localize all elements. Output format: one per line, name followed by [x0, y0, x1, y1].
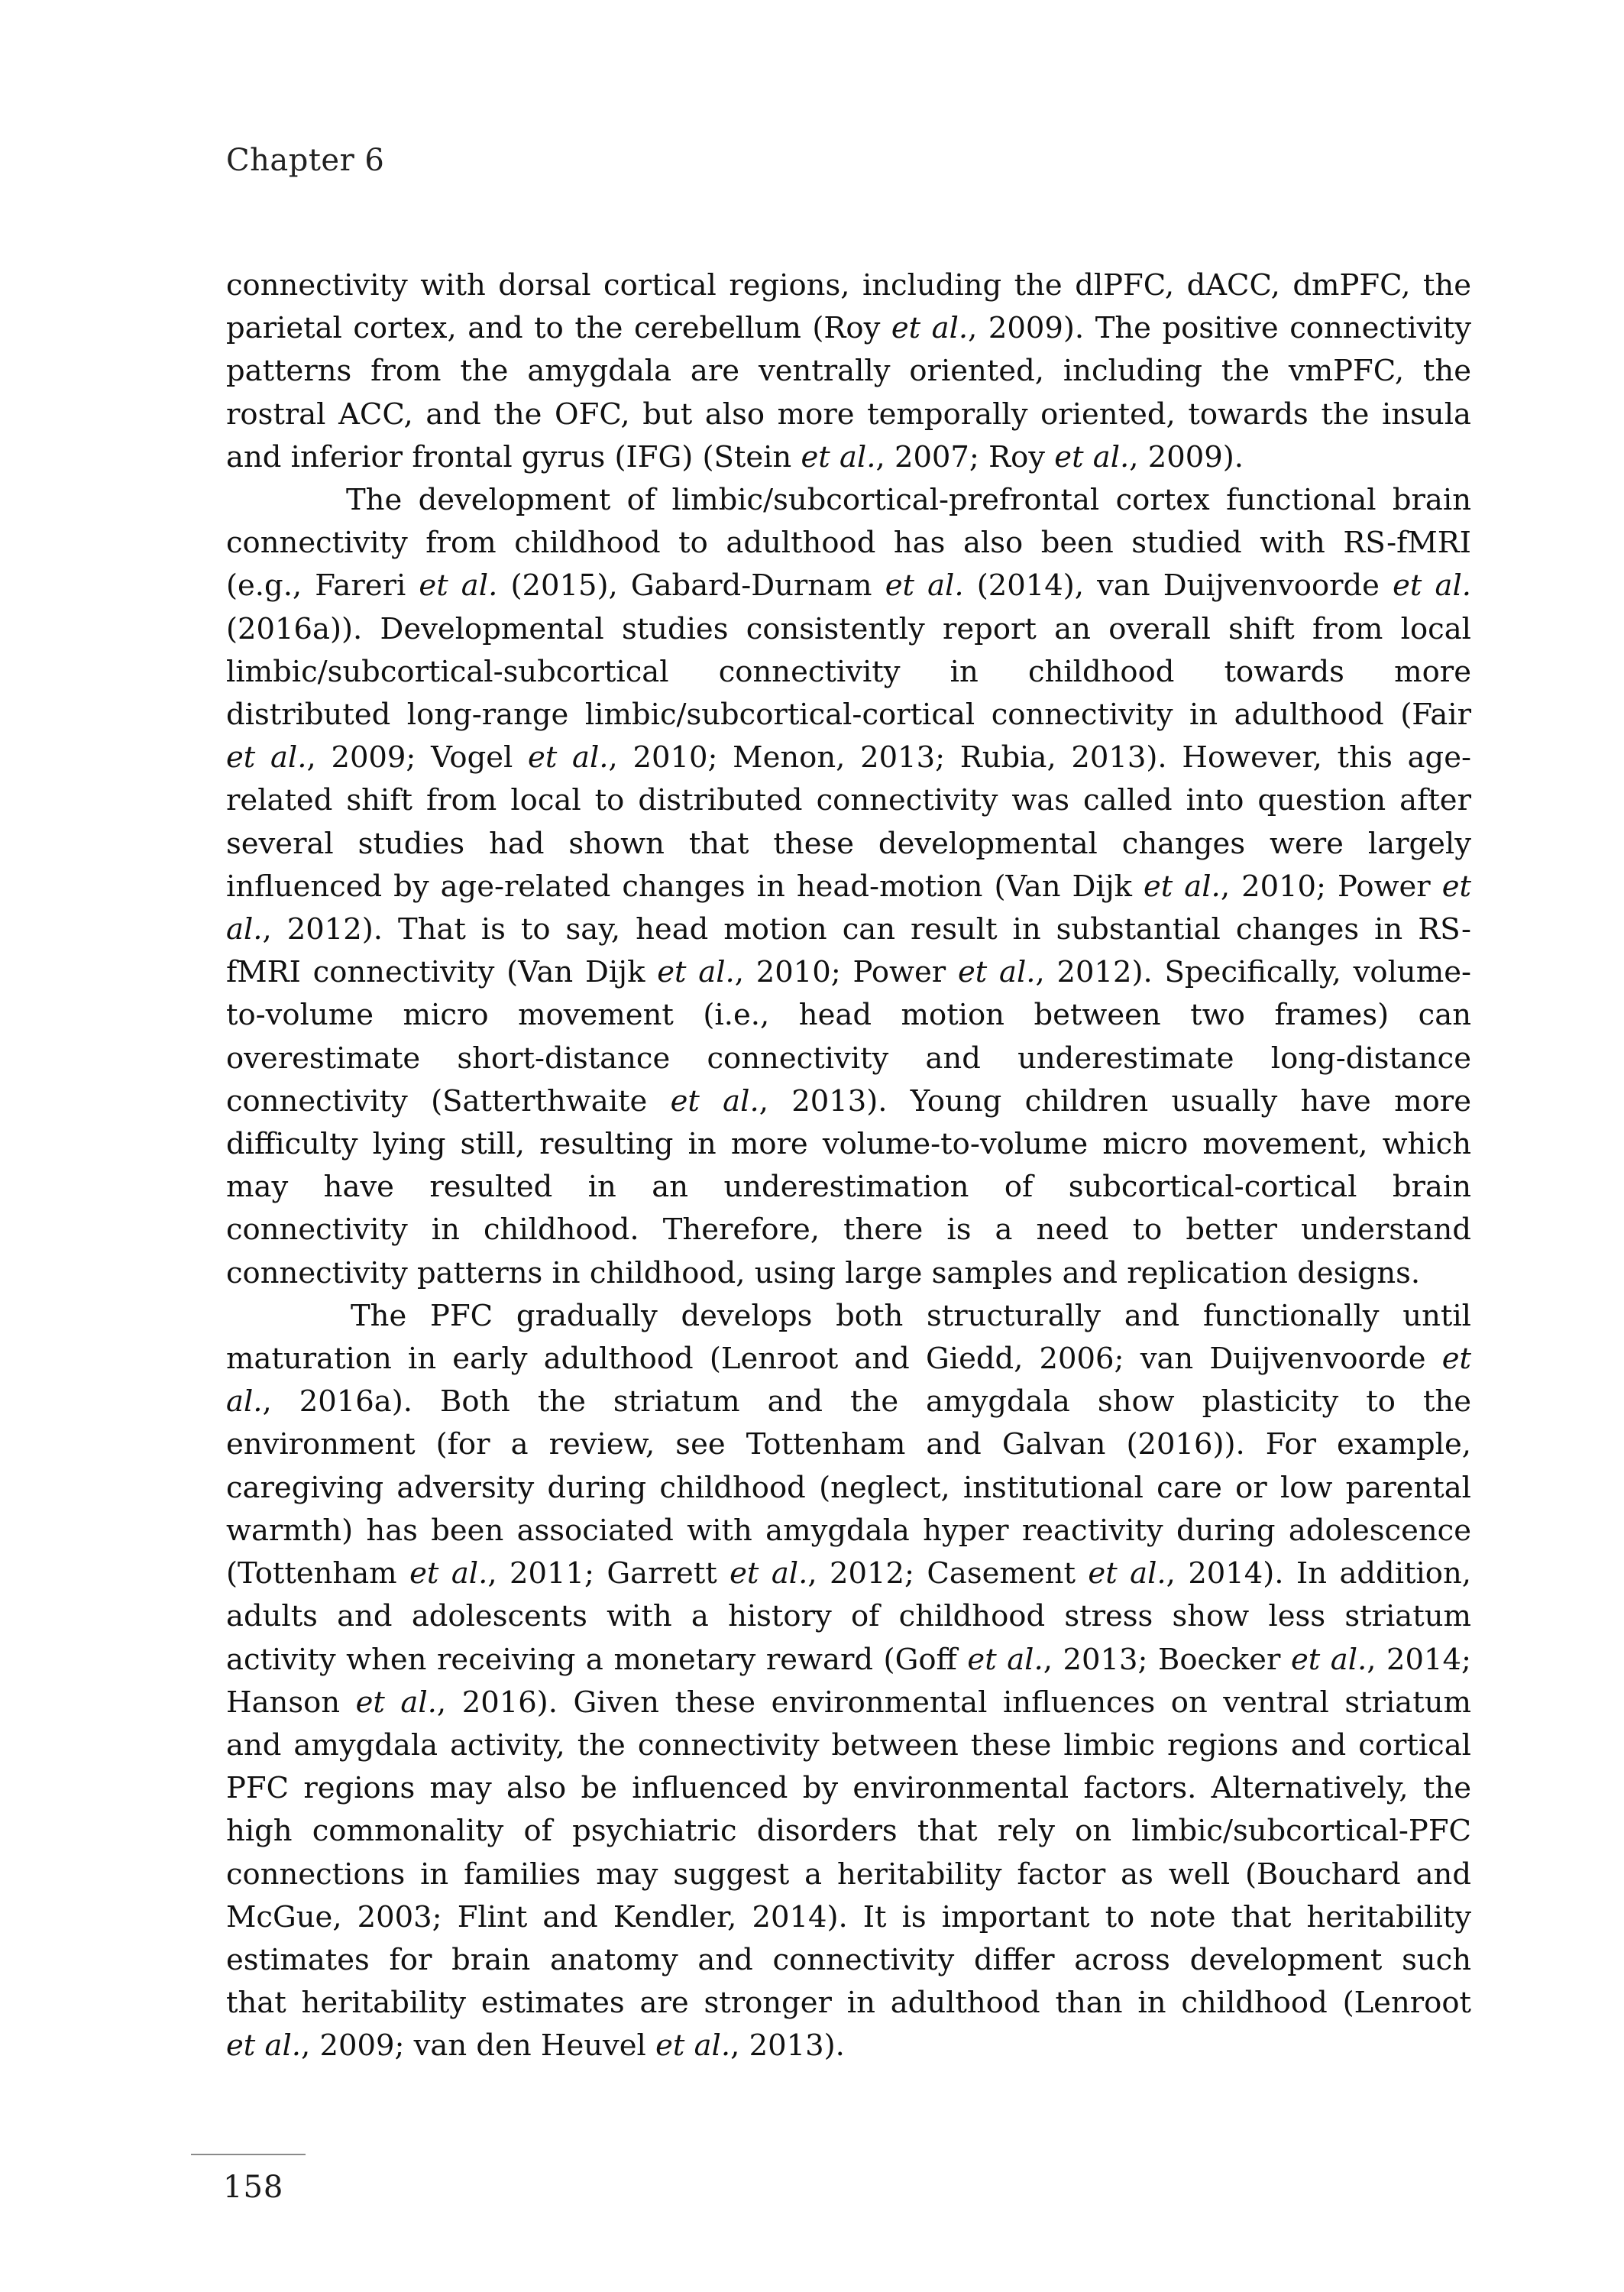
text-line: [226, 1724, 1471, 1767]
text-run: to-volume micro movement (i.e., head motion between two frames) can: [226, 998, 1471, 1033]
text-line: [226, 1038, 1471, 1080]
text-line: [226, 694, 1471, 736]
citation-et-al: et al.: [967, 1642, 1043, 1677]
paragraph: [226, 1295, 1471, 2068]
body-text: [226, 264, 1471, 2068]
citation-et-al: al.: [226, 1384, 263, 1420]
text-line: [226, 1381, 1471, 1423]
text-run: connectivity in childhood. Therefore, there is a need to better understand: [226, 1212, 1471, 1248]
text-run: connectivity with dorsal cortical regions, including the dlPFC, dACC, dmPFC, the: [226, 268, 1471, 303]
text-line: [226, 522, 1471, 565]
text-run: connections in families may suggest a heritability factor as well (Bouchard and: [226, 1857, 1471, 1892]
citation-et-al: et al.: [528, 740, 609, 775]
text-line: [226, 651, 1471, 694]
text-run: , 2009; Vogel: [306, 740, 529, 775]
text-run: connectivity from childhood to adulthood has also been studied with RS-fMRI: [226, 526, 1471, 561]
text-run: The development of limbic/subcortical-prefrontal cortex functional brain: [346, 483, 1471, 518]
text-line: [226, 823, 1471, 866]
text-line: [226, 1467, 1471, 1510]
text-run: influenced by age-related changes in head-motion (Van Dijk: [226, 869, 1144, 904]
text-line: [226, 307, 1471, 350]
text-line: [226, 866, 1471, 908]
text-line: [226, 1639, 1471, 1682]
text-line: [226, 1423, 1471, 1466]
citation-et-al: et al.: [1088, 1556, 1166, 1591]
text-run: , 2013; Boecker: [1043, 1642, 1291, 1677]
text-run: The PFC gradually develops both structurally and functionally until: [351, 1298, 1471, 1333]
text-run: (Tottenham: [226, 1556, 410, 1591]
text-line: [226, 1853, 1471, 1896]
text-run: , 2012). That is to say, head motion can result in substantial changes in RS-: [262, 912, 1471, 947]
text-run: (2016a)). Developmental studies consistently report an overall shift from local: [226, 611, 1471, 646]
text-line: [226, 1595, 1471, 1638]
text-line: [226, 1552, 1471, 1595]
citation-et-al: et al.: [1144, 869, 1221, 904]
citation-et-al: et al.: [409, 1556, 488, 1591]
text-run: , 2013). Young children usually have more: [759, 1083, 1471, 1118]
text-run: , 2009; van den Heuvel: [301, 2028, 656, 2064]
text-run: , 2010; Power: [734, 955, 958, 990]
text-run: parietal cortex, and to the cerebellum (Roy: [226, 311, 891, 346]
running-head: Chapter 6: [226, 143, 385, 178]
text-run: , 2012). Specifically, volume-: [1035, 955, 1472, 990]
text-line: [226, 1166, 1471, 1209]
text-line: [226, 1810, 1471, 1853]
text-run: , 2012; Casement: [807, 1556, 1089, 1591]
citation-et-al: et al.: [670, 1083, 759, 1118]
text-line: [226, 393, 1471, 436]
text-line: [226, 908, 1471, 951]
text-run: McGue, 2003; Flint and Kendler, 2014). It is important to note that heritability: [226, 1899, 1471, 1934]
text-line: [226, 736, 1471, 779]
text-run: high commonality of psychiatric disorders that rely on limbic/subcortical-PFC: [226, 1814, 1471, 1849]
text-run: estimates for brain anatomy and connectivity differ across development such: [226, 1942, 1471, 1977]
text-line: [226, 2025, 1471, 2067]
text-line: [226, 1982, 1471, 2025]
text-line: [226, 350, 1471, 393]
text-line: [226, 994, 1471, 1037]
text-run: patterns from the amygdala are ventrally oriented, including the vmPFC, the: [226, 354, 1471, 389]
text-run: , 2011; Garrett: [487, 1556, 730, 1591]
citation-et-al: et al.: [891, 311, 969, 346]
citation-et-al: et al.: [355, 1685, 437, 1720]
text-run: limbic/subcortical-subcortical connectivity in childhood towards more: [226, 654, 1471, 689]
text-line: [226, 1252, 1471, 1295]
citation-et-al: et al.: [1393, 568, 1471, 604]
text-line: [226, 1209, 1471, 1251]
text-run: that heritability estimates are stronger in adulthood than in childhood (Lenroot: [226, 1986, 1471, 2021]
text-run: , 2014). In addition,: [1166, 1556, 1472, 1591]
text-run: (2015), Gabard-Durnam: [497, 568, 885, 604]
paragraph: [226, 264, 1471, 479]
citation-et-al: et al.: [419, 568, 498, 604]
page-number: 158: [223, 2170, 284, 2205]
text-run: fMRI connectivity (Van Dijk: [226, 955, 658, 990]
citation-et-al: et: [1441, 869, 1472, 904]
paragraph: [226, 479, 1471, 1295]
text-run: warmth) has been associated with amygdala hyper reactivity during adolescence: [226, 1513, 1471, 1548]
text-run: distributed long-range limbic/subcortical-cortical connectivity in adulthood (Fair: [226, 698, 1471, 733]
text-run: maturation in early adulthood (Lenroot and Giedd, 2006; van Duijvenvoorde: [226, 1342, 1442, 1377]
citation-et-al: et: [1441, 1342, 1471, 1377]
text-run: , 2009). The positive connectivity: [968, 311, 1471, 346]
text-run: and amygdala activity, the connectivity between these limbic regions and cortical: [226, 1727, 1471, 1763]
text-line: [226, 479, 1471, 522]
text-run: , 2010; Menon, 2013; Rubia, 2013). However, this age-: [608, 740, 1471, 775]
text-line: [226, 951, 1471, 994]
text-line: [226, 1939, 1471, 1982]
text-run: (e.g., Fareri: [226, 568, 419, 604]
citation-et-al: et al.: [1054, 439, 1130, 474]
text-run: activity when receiving a monetary reward (Goff: [226, 1642, 968, 1677]
citation-et-al: et al.: [1290, 1642, 1367, 1677]
text-run: and inferior frontal gyrus (IFG) (Stein: [226, 439, 801, 474]
text-line: [226, 1510, 1471, 1552]
text-run: environment (for a review, see Tottenham and Galvan (2016)). For example,: [226, 1427, 1471, 1462]
text-run: overestimate short-distance connectivity and underestimate long-distance: [226, 1041, 1471, 1076]
text-run: adults and adolescents with a history of childhood stress show less striatum: [226, 1599, 1471, 1634]
text-run: , 2016). Given these environmental influences on ventral striatum: [436, 1685, 1472, 1720]
text-line: [226, 1767, 1471, 1810]
text-run: Hanson: [226, 1685, 356, 1720]
text-run: connectivity patterns in childhood, using large samples and replication designs.: [226, 1255, 1421, 1290]
text-run: , 2009).: [1129, 439, 1244, 474]
text-run: , 2014;: [1367, 1642, 1472, 1677]
text-line: [226, 608, 1471, 651]
text-run: , 2016a). Both the striatum and the amygdala show plasticity to the: [262, 1384, 1471, 1420]
citation-et-al: et al.: [226, 740, 307, 775]
text-run: , 2013).: [730, 2028, 845, 2064]
citation-et-al: et al.: [657, 955, 735, 990]
text-run: (2014), van Duijvenvoorde: [963, 568, 1393, 604]
text-run: may have resulted in an underestimation of subcortical-cortical brain: [226, 1170, 1471, 1205]
citation-et-al: et al.: [801, 439, 876, 474]
text-line: [226, 1080, 1471, 1123]
text-line: [226, 779, 1471, 822]
text-run: difficulty lying still, resulting in more volume-to-volume micro movement, which: [226, 1127, 1471, 1162]
text-run: PFC regions may also be influenced by environmental factors. Alternatively, the: [226, 1771, 1471, 1806]
citation-et-al: et al.: [957, 955, 1036, 990]
text-run: related shift from local to distributed connectivity was called into question after: [226, 783, 1471, 818]
text-line: [226, 264, 1471, 307]
citation-et-al: et al.: [226, 2028, 301, 2064]
text-run: , 2010; Power: [1220, 869, 1442, 904]
text-run: connectivity (Satterthwaite: [226, 1083, 671, 1118]
text-line: [226, 1682, 1471, 1724]
citation-et-al: al.: [226, 912, 263, 947]
text-line: [226, 1295, 1471, 1338]
text-run: several studies had shown that these developmental changes were largely: [226, 826, 1471, 861]
text-run: , 2007; Roy: [875, 439, 1055, 474]
text-line: [226, 1338, 1471, 1381]
text-line: [226, 1123, 1471, 1166]
text-line: [226, 565, 1471, 607]
footer-rule: [191, 2154, 306, 2155]
citation-et-al: et al.: [885, 568, 964, 604]
text-run: caregiving adversity during childhood (neglect, institutional care or low parental: [226, 1470, 1471, 1505]
text-line: [226, 436, 1471, 479]
text-run: rostral ACC, and the OFC, but also more temporally oriented, towards the insula: [226, 397, 1471, 432]
citation-et-al: et al.: [655, 2028, 731, 2064]
citation-et-al: et al.: [730, 1556, 808, 1591]
text-line: [226, 1896, 1471, 1939]
